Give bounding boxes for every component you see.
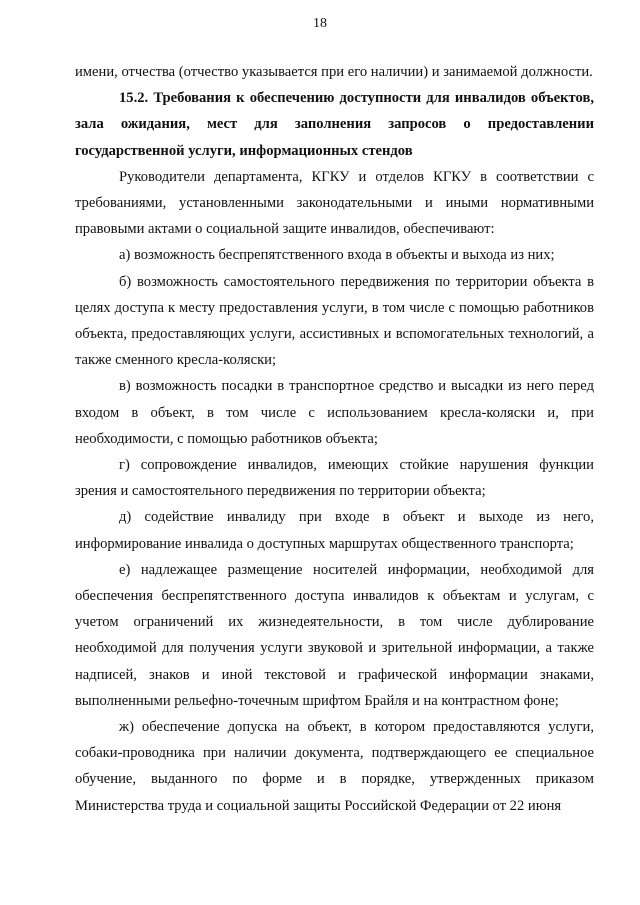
list-item-a: а) возможность беспрепятственного входа в объекты и выхода из них; [119,247,555,264]
section-heading: 15.2. Требования к обеспечению доступности для инвалидов объектов, зала ожидания, мест для заполнения запросов о предоставлении государственной услуги, информационных стендов [75,90,594,159]
list-item-b: б) возможность самостоятельного передвижения по территории объекта в целях доступа к месту предоставления услуги, в том числе с помощью работников объекта, предоставляющих услуги, ассистивных и вспомогательных технологий, а также сменного кресла-коляски; [75,273,594,369]
paragraph-intro: Руководители департамента, КГКУ и отделов КГКУ в соответствии с требованиями, установленными законодательными и иными нормативными правовыми актами о социальной защите инвалидов, обеспечивают: [75,168,594,238]
document-body [75,59,594,819]
list-item-g: г) сопровождение инвалидов, имеющих стойкие нарушения функции зрения и самостоятельного передвижения по территории объекта; [75,457,594,500]
page-number: 18 [313,16,327,31]
list-item-e: е) надлежащее размещение носителей информации, необходимой для обеспечения беспрепятственного доступа инвалидов к объектам и услугам, с учетом ограничений их жизнедеятельности, в том числе дублирование необходимой для получения услуги звуковой и зрительной информации, а также надписей, знаков и иной текстовой и графической информации знаками, выполненными рельефно-точечным шрифтом Брайля и на контрастном фоне; [75,561,594,709]
list-item-d: д) содействие инвалиду при входе в объект и выходе из него, информирование инвалида о доступных маршрутах общественного транспорта; [75,509,594,552]
paragraph-continuation: имени, отчества (отчество указывается при его наличии) и занимаемой должности. [75,64,593,80]
list-item-v: в) возможность посадки в транспортное средство и высадки из него перед входом в объект, в том числе с использованием кресла-коляски и, при необходимости, с помощью работников объекта; [75,378,594,447]
list-item-zh: ж) обеспечение допуска на объект, в котором предоставляются услуги, собаки-проводника при наличии документа, подтверждающего ее специальное обучение, выданного по форме и в порядке, утвержденных приказом Министерства труда и социальной защиты Российской Федерации от 22 июня [75,719,594,814]
